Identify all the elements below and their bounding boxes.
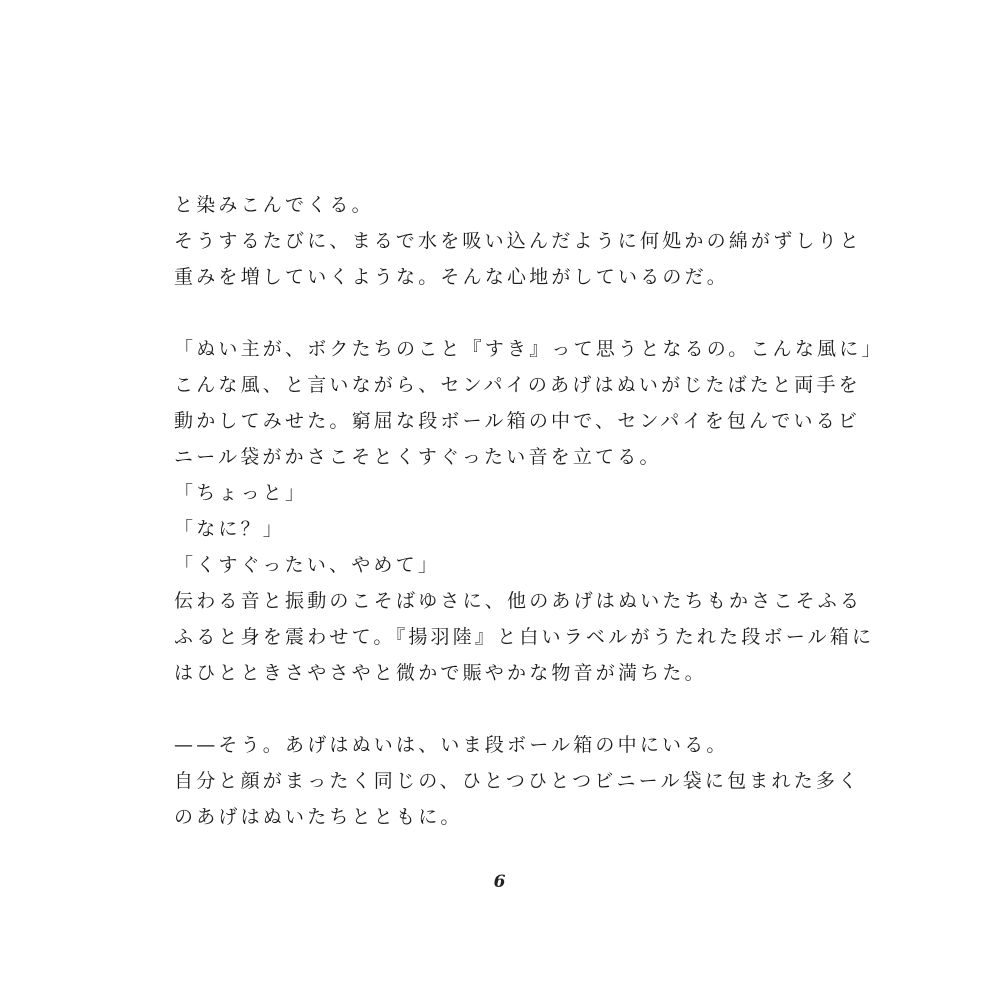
text-line: 動かしてみせた。窮屈な段ボール箱の中で、センパイを包んでいるビ <box>174 410 861 432</box>
text-line: と染みこんでくる。 <box>174 194 374 216</box>
text-line: のあげはぬいたちとともに。 <box>174 806 463 828</box>
text-line: ——そう。あげはぬいは、いま段ボール箱の中にいる。 <box>174 734 729 756</box>
text-line: はひとときさやさやと微かで賑やかな物音が満ちた。 <box>174 662 707 684</box>
paragraph-break <box>174 691 854 727</box>
text-line: ふると身を震わせて。『揚羽陸』と白いラベルがうたれた段ボール箱に <box>174 626 875 648</box>
paragraph-break <box>174 295 854 331</box>
text-line: 「なに？」 <box>174 518 286 540</box>
body-text <box>174 187 884 835</box>
text-line: 重みを増していくような。そんな心地がしているのだ。 <box>174 266 730 288</box>
text-line: ニール袋がかさこそとくすぐったい音を立てる。 <box>174 446 662 468</box>
text-line: 自分と顔がまったく同じの、ひとつひとつビニール袋に包まれた多く <box>174 770 861 792</box>
page-number: 6 <box>493 872 506 892</box>
text-line: そうするたびに、まるで水を吸い込んだように何処かの綿がずしりと <box>174 230 863 252</box>
text-line: 「ちょっと」 <box>174 482 308 504</box>
text-line: こんな風、と言いながら、センパイのあげはぬいがじたばたと両手を <box>174 374 861 396</box>
text-line: 「ぬい主が、ボクたちのこと『すき』って思うとなるの。こんな風に」 <box>174 338 884 360</box>
text-line: 伝わる音と振動のこそばゆさに、他のあげはぬいたちもかさこそふる <box>174 590 863 612</box>
text-line: 「くすぐったい、やめて」 <box>174 554 441 576</box>
